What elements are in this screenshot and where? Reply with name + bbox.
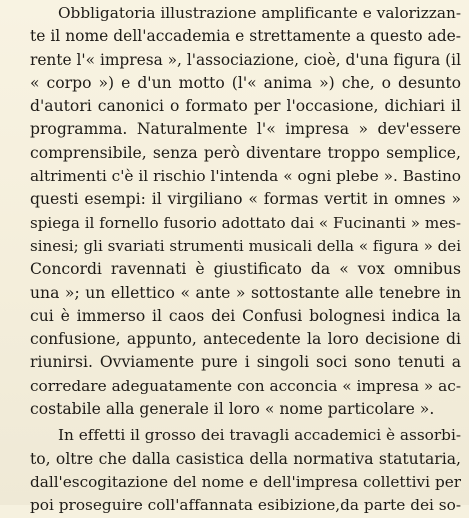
text-line: sinesi; gli svariati strumenti musicali della « figura » dei (30, 236, 461, 255)
text-line: programma. Naturalmente l'« impresa » dev'essere (30, 120, 461, 139)
text-line: cui è immerso il caos dei Confusi bolognesi indica la (30, 306, 461, 325)
document-page (30, 2, 461, 518)
text-line: altrimenti c'è il rischio l'intenda « ogni plebe ». Bastino (30, 167, 461, 186)
text-line: Concordi ravennati è giustificato da « vox omnibus (30, 260, 461, 279)
text-line: comprensibile, senza però diventare troppo semplice, (30, 143, 461, 162)
text-line: te il nome dell'accademia e strettamente a questo ade- (30, 27, 461, 46)
text-line: d'autori canonici o formato per l'occasione, dichiari il (30, 97, 461, 116)
text-line: costabile alla generale il loro « nome particolare ». (30, 400, 435, 419)
text-line: spiega il fornello fusorio adottato dai « Fucinanti » mes- (30, 213, 461, 232)
paragraph-2 (30, 424, 461, 517)
text-line: rente l'« impresa », l'associazione, cioè, d'una figura (il (30, 50, 461, 69)
text-line: confusione, appunto, antecedente la loro decisione di (30, 330, 461, 349)
paragraph-1 (30, 2, 461, 421)
text-line: Obbligatoria illustrazione amplificante e valorizzan- (58, 4, 461, 22)
text-line: to, oltre che dalla casistica della normativa statutaria, (30, 449, 461, 468)
text-line: riunirsi. Ovviamente pure i singoli soci sono tenuti a (30, 353, 461, 372)
text-line: una »; un ellettico « ante » sottostante alle tenebre in (30, 283, 461, 302)
text-line: corredare adeguatamente con acconcia « impresa » ac- (30, 376, 461, 395)
text-line: questi esempi: il virgiliano « formas vertit in omnes » (30, 190, 461, 209)
text-line: dall'escogitazione del nome e dell'impresa collettivi per (30, 472, 461, 491)
text-line: poi proseguire coll'affannata esibizione,da parte dei so- (30, 496, 461, 515)
text-line: In effetti il grosso dei travagli accademici è assorbi- (58, 426, 461, 445)
text-line: « corpo ») e d'un motto (l'« anima ») che, o desunto (30, 73, 461, 92)
